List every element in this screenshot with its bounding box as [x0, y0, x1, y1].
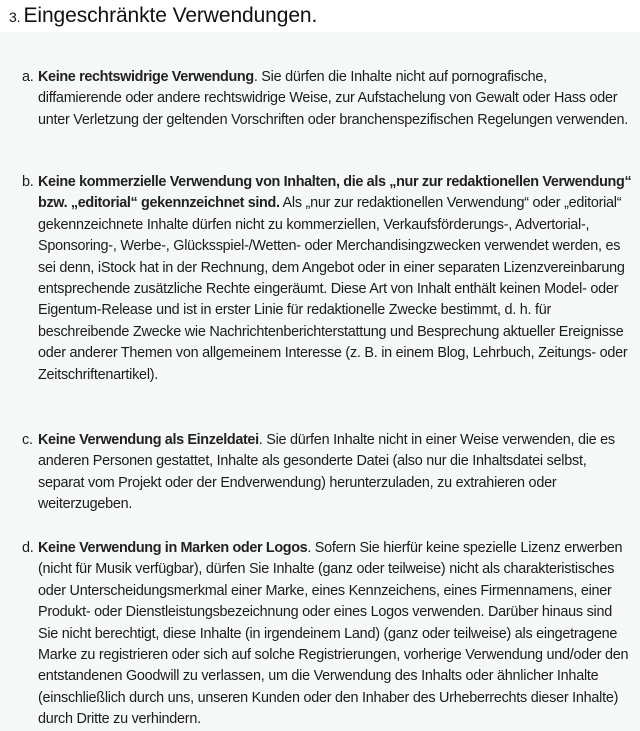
item-text: . Sofern Sie hierfür keine spezielle Lizenz erwerben (nicht für Musik verfügbar), dürfen Sie Inhalte (ganz oder teilweise) nicht als charakteristisches oder Unterscheidungsmerkmal einer Marke, eines Kennzeichens, eines Firmennamens, einer Produkt- oder Dienstleistungsbezeichnung oder eines Logos verwenden. Darüber hinaus sind Sie nicht berechtigt, diese Inhalte (in irgendeinem Land) (ganz oder teilweise) als eingetragene Marke zu registrieren oder sich auf solche Registrierungen, vorherige Verwendung und/oder den entstandenen Goodwill zu verlassen, um die Verwendung des Inhalts oder ähnlicher Inhalte (einschließlich durch uns, unseren Kunden oder den Inhaber des Urheberrechts dieser Inhalte) durch Dritte zu verhindern. — [38, 540, 629, 728]
list-marker: d. — [22, 540, 34, 556]
section-number: 3. — [9, 9, 21, 25]
item-text: . Sie dürfen Inhalte nicht in einer Weise verwenden, die es anderen Personen gestattet, Inhalte als gesonderte Datei (also nur die Inhaltsdatei selbst, separat vom Projekt oder der Endverwendung) herunterzuladen, zu extrahieren oder weiterzugeben. — [38, 432, 615, 513]
item-text: . Sie dürfen die Inhalte nicht auf pornografische, diffamierende oder andere rechtswidrige Weise, zur Aufstachelung von Gewalt oder Hass oder unter Verletzung der geltenden Vorschriften oder branchenspezifischen Regelungen verwenden. — [38, 69, 629, 128]
list-item-d — [22, 538, 634, 731]
section-header — [0, 0, 640, 32]
item-lead: Keine rechtswidrige Verwendung — [38, 69, 254, 85]
list-item-a — [22, 67, 634, 131]
list-marker: a. — [22, 69, 34, 85]
list-marker: c. — [22, 432, 33, 448]
item-lead: Keine Verwendung in Marken oder Logos — [38, 540, 308, 556]
item-lead: Keine Verwendung als Einzeldatei — [38, 432, 259, 448]
section-title-text: Eingeschränkte Verwendungen. — [23, 4, 318, 27]
item-lead: Keine kommerzielle Verwendung von Inhalten, die als „nur zur redaktionellen Verwendung“ bzw. „editorial“ gekennzeichnet sind. — [38, 174, 632, 212]
list-marker: b. — [22, 174, 34, 190]
item-text: Als „nur zur redaktionellen Verwendung“ oder „editorial“ gekennzeichnete Inhalte dürfen nicht zu kommerziellen, Verkaufsförderungs-, Advertorial-, Sponsoring-, Werbe-, Glücksspiel-/Wetten- oder Merchandisingzwecken verwendet werden, es sei denn, iStock hat in der Rechnung, dem Angebot oder in einer separaten Lizenzvereinbarung entsprechende zusätzliche Rechte eingeräumt. Diese Art von Inhalt enthält keinen Model- oder Eigentum-Release und ist in erster Linie für redaktionelle Zwecke bestimmt, d. h. für beschreibende Zwecke wie Nachrichtenberichterstattung und Besprechung aktueller Ereignisse oder anderer Themen von allgemeinem Interesse (z. B. in einem Blog, Lehrbuch, Zeitungs- oder Zeitschriftenartikel). — [38, 195, 628, 383]
list-item-b — [22, 172, 634, 386]
section-title — [9, 4, 317, 29]
list-item-c — [22, 430, 634, 516]
